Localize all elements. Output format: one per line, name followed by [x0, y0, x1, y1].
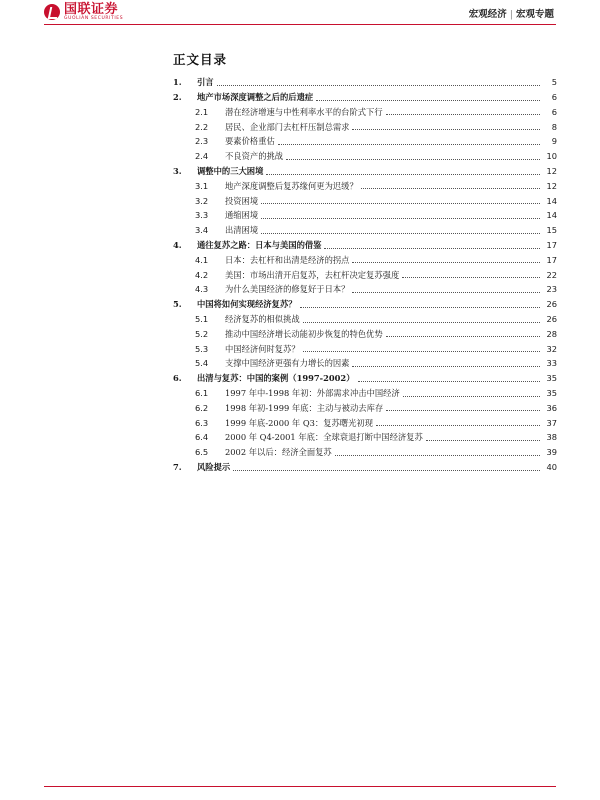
toc-entry-page: 28	[546, 328, 557, 339]
toc-dot-leader	[261, 203, 540, 204]
toc-entry-page: 39	[546, 447, 557, 458]
logo-name-cn: 国联证券	[64, 1, 119, 17]
toc-entry-page: 35	[546, 387, 557, 398]
toc-entry-title: 潜在经济增速与中性利率水平的台阶式下行	[225, 106, 383, 117]
toc-subsection-entry[interactable]	[173, 282, 557, 297]
toc-dot-leader	[324, 248, 540, 249]
toc-entry-title: 居民、企业部门去杠杆压制总需求	[225, 121, 350, 132]
toc-dot-leader	[361, 188, 540, 189]
toc-entry-page: 33	[546, 358, 557, 369]
toc-entry-page: 8	[551, 121, 557, 132]
toc-entry-page: 5	[551, 77, 557, 88]
toc-subsection-entry[interactable]	[173, 327, 557, 342]
toc-entry-title: 1999 年底-2000 年 Q3：复苏曙光初现	[225, 417, 373, 428]
toc-entry-page: 12	[546, 166, 557, 177]
report-category	[469, 6, 554, 20]
toc-entry-page: 37	[546, 417, 557, 428]
toc-dot-leader	[266, 174, 540, 175]
toc-dot-leader	[402, 277, 540, 278]
toc-dot-leader	[261, 218, 540, 219]
toc-entry-number: 5.2	[195, 328, 209, 339]
toc-entry-page: 32	[546, 343, 557, 354]
table-of-contents	[173, 75, 557, 475]
toc-dot-leader	[286, 159, 540, 160]
toc-entry-title: 中国将如何实现经济复苏？	[197, 299, 297, 310]
toc-entry-title: 通往复苏之路：日本与美国的借鉴	[197, 240, 322, 251]
toc-dot-leader	[352, 366, 540, 367]
toc-entry-page: 17	[546, 254, 557, 265]
toc-entry-number: 4.3	[195, 284, 209, 295]
toc-section-entry[interactable]	[173, 460, 557, 475]
toc-entry-title: 通缩困境	[225, 210, 259, 221]
toc-entry-number: 5.3	[195, 343, 209, 354]
toc-subsection-entry[interactable]	[173, 179, 557, 194]
toc-section-entry[interactable]	[173, 371, 557, 386]
toc-entry-number: 2.3	[195, 136, 209, 147]
toc-dot-leader	[352, 129, 540, 130]
toc-subsection-entry[interactable]	[173, 253, 557, 268]
header-rule	[44, 24, 556, 25]
toc-entry-title: 2002 年以后：经济全面复苏	[225, 447, 332, 458]
toc-subsection-entry[interactable]	[173, 415, 557, 430]
toc-entry-page: 14	[546, 195, 557, 206]
toc-entry-number: 4.1	[195, 254, 209, 265]
toc-entry-title: 地产市场深度调整之后的后遗症	[197, 92, 314, 103]
toc-subsection-entry[interactable]	[173, 401, 557, 416]
toc-subsection-entry[interactable]	[173, 312, 557, 327]
toc-section-entry[interactable]	[173, 297, 557, 312]
toc-dot-leader	[303, 351, 540, 352]
logo-name-en: GUOLIAN SECURITIES	[64, 15, 124, 21]
toc-entry-number: 2.2	[195, 121, 209, 132]
toc-entry-page: 26	[546, 314, 557, 324]
toc-subsection-entry[interactable]	[173, 386, 557, 401]
toc-entry-title: 要素价格重估	[225, 136, 275, 147]
toc-dot-leader	[386, 336, 540, 337]
toc-dot-leader	[426, 440, 540, 441]
toc-entry-title: 风险提示	[197, 461, 231, 472]
toc-entry-number: 2.	[173, 92, 182, 103]
toc-entry-number: 2.1	[195, 106, 209, 117]
toc-entry-title: 中国经济何时复苏？	[225, 343, 300, 354]
toc-dot-leader	[376, 425, 540, 426]
toc-entry-title: 美国：市场出清开启复苏，去杠杆决定复苏强度	[225, 269, 400, 280]
toc-entry-number: 6.	[173, 373, 182, 384]
toc-dot-leader	[303, 322, 540, 323]
category-separator: |	[509, 9, 513, 20]
toc-entry-number: 6.2	[195, 402, 209, 413]
toc-entry-title: 支撑中国经济更强有力增长的因素	[225, 358, 350, 369]
toc-entry-title: 经济复苏的相似挑战	[225, 314, 300, 324]
toc-dot-leader	[261, 233, 540, 234]
toc-entry-number: 6.1	[195, 387, 209, 398]
toc-entry-number: 5.1	[195, 314, 209, 324]
toc-section-entry[interactable]	[173, 164, 557, 179]
toc-subsection-entry[interactable]	[173, 208, 557, 223]
toc-subsection-entry[interactable]	[173, 223, 557, 238]
toc-entry-title: 1997 年中-1998 年初：外部需求冲击中国经济	[225, 387, 400, 398]
toc-subsection-entry[interactable]	[173, 267, 557, 282]
toc-subsection-entry[interactable]	[173, 119, 557, 134]
toc-entry-page: 12	[546, 180, 557, 191]
toc-entry-title: 为什么美国经济的修复好于日本？	[225, 284, 350, 295]
toc-entry-number: 6.4	[195, 432, 209, 443]
toc-entry-title: 出清与复苏：中国的案例（1997-2002）	[197, 373, 355, 384]
category-label: 宏观经济	[468, 9, 507, 20]
toc-dot-leader	[278, 144, 540, 145]
toc-entry-title: 日本：去杠杆和出清是经济的拐点	[225, 254, 350, 265]
toc-entry-page: 15	[546, 225, 557, 236]
toc-entry-page: 22	[546, 269, 557, 280]
toc-dot-leader	[233, 470, 540, 471]
toc-heading: 正文目录	[173, 52, 228, 67]
toc-dot-leader	[352, 292, 540, 293]
toc-entry-number: 6.3	[195, 417, 209, 428]
subcategory-label: 宏观专题	[515, 9, 554, 20]
toc-dot-leader	[300, 307, 540, 308]
toc-entry-number: 4.2	[195, 269, 209, 280]
toc-entry-title: 1998 年初-1999 年底：主动与被动去库存	[225, 402, 384, 413]
toc-subsection-entry[interactable]	[173, 356, 557, 371]
toc-entry-page: 23	[546, 284, 557, 295]
toc-entry-number: 7.	[173, 461, 182, 472]
toc-entry-number: 3.2	[195, 195, 209, 206]
toc-entry-page: 6	[551, 92, 557, 103]
toc-entry-number: 3.3	[195, 210, 209, 221]
toc-subsection-entry[interactable]	[173, 134, 557, 149]
toc-entry-title: 引言	[197, 77, 214, 88]
toc-entry-page: 26	[546, 299, 557, 310]
toc-section-entry[interactable]	[173, 90, 557, 105]
company-logo	[44, 2, 123, 22]
toc-subsection-entry[interactable]	[173, 430, 557, 445]
toc-entry-number: 4.	[173, 240, 182, 251]
toc-subsection-entry[interactable]	[173, 193, 557, 208]
toc-entry-title: 出清困境	[225, 225, 259, 236]
toc-subsection-entry[interactable]	[173, 149, 557, 164]
toc-entry-title: 投资困境	[225, 195, 259, 206]
toc-entry-page: 9	[551, 136, 557, 147]
toc-entry-page: 36	[546, 402, 557, 413]
toc-entry-page: 10	[546, 151, 557, 162]
toc-entry-number: 2.4	[195, 151, 209, 162]
toc-subsection-entry[interactable]	[173, 341, 557, 356]
toc-section-entry[interactable]	[173, 75, 557, 90]
toc-section-entry[interactable]	[173, 238, 557, 253]
toc-subsection-entry[interactable]	[173, 105, 557, 120]
toc-entry-number: 5.	[173, 299, 182, 310]
toc-entry-number: 6.5	[195, 447, 209, 458]
toc-entry-title: 推动中国经济增长动能初步恢复的特色优势	[225, 328, 383, 339]
page-header	[0, 0, 600, 24]
toc-dot-leader	[403, 396, 540, 397]
toc-entry-page: 17	[546, 240, 557, 251]
toc-entry-title: 地产深度调整后复苏缘何更为迟缓？	[225, 180, 358, 191]
toc-entry-number: 1.	[173, 77, 182, 88]
toc-dot-leader	[358, 381, 541, 382]
toc-dot-leader	[386, 410, 540, 411]
logo-mark-icon	[44, 4, 60, 20]
toc-entry-page: 35	[546, 373, 557, 384]
toc-entry-page: 14	[546, 210, 557, 221]
toc-entry-number: 3.4	[195, 225, 209, 236]
toc-dot-leader	[335, 455, 540, 456]
toc-dot-leader	[386, 114, 540, 115]
toc-entry-number: 5.4	[195, 358, 209, 369]
toc-dot-leader	[316, 100, 540, 101]
toc-entry-title: 2000 年 Q4-2001 年底：全球衰退打断中国经济复苏	[225, 432, 423, 443]
toc-dot-leader	[217, 85, 540, 86]
toc-entry-number: 3.1	[195, 180, 209, 191]
toc-entry-page: 40	[546, 461, 557, 472]
footer-rule	[44, 786, 556, 787]
toc-entry-page: 6	[551, 106, 557, 117]
toc-entry-number: 3.	[173, 166, 182, 177]
toc-entry-title: 不良资产的挑战	[225, 151, 284, 162]
toc-subsection-entry[interactable]	[173, 445, 557, 460]
toc-entry-title: 调整中的三大困境	[197, 166, 264, 177]
toc-dot-leader	[352, 262, 540, 263]
toc-entry-page: 38	[546, 432, 557, 443]
